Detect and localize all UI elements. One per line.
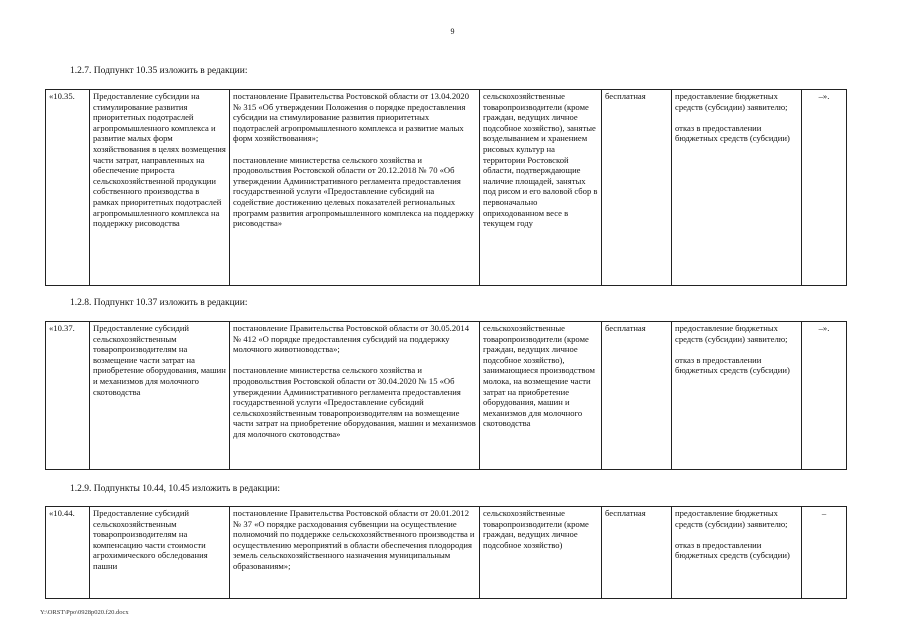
table-row [46,322,847,470]
table-row [46,90,847,286]
closing-mark-cell: – [802,507,847,599]
legal-basis-cell [230,322,480,470]
recipients-cell: сельскохозяйственные товаропроизводители (кроме граждан, ведущих личное подсобное хозяйство), занятые возделыванием и хранением рисовых культур на территории Ростовской области, подтверждающие наличие площадей, занятых под рисом и его валовой сбор в первоначально оприходованном весе в текущем году [480,90,602,286]
section-heading-1-2-7: 1.2.7. Подпункт 10.35 изложить в редакции: [70,66,248,76]
result-cell [672,322,802,470]
service-name-cell: Предоставление субсидий сельскохозяйственным товаропроизводителям на компенсацию части стоимости агрохимического обследования пашни [90,507,230,599]
result-text: отказ в предоставлении бюджетных средств (субсидии) [675,539,790,561]
result-text: отказ в предоставлении бюджетных средств (субсидии) [675,354,790,376]
result-cell [672,90,802,286]
closing-mark-cell: –». [802,90,847,286]
amendment-table-10-35 [45,89,847,286]
legal-basis-text: постановление Правительства Ростовской области от 13.04.2020 № 315 «Об утверждении Положения о порядке предоставления субсидии на стимулирование развития приоритетных подотраслей агропромышленного комплекса и развитие малых форм хозяйствования»; [233,91,470,144]
service-name-cell: Предоставление субсидии на стимулирование развития приоритетных подотраслей агропромышленного комплекса и развитие малых форм хозяйствования в целях возмещения части затрат, направленных на обеспечение прироста сельскохозяйственной продукции собственного производства в рамках приоритетных подотраслей агропромышленного комплекса на поддержку рисоводства [90,90,230,286]
result-text: предоставление бюджетных средств (субсидии) заявителю; [675,508,788,529]
table-row [46,507,847,599]
cost-cell: бесплатная [602,507,672,599]
closing-mark-cell: –». [802,322,847,470]
legal-basis-cell [230,507,480,599]
cost-cell: бесплатная [602,322,672,470]
service-name-cell: Предоставление субсидий сельскохозяйственным товаропроизводителям на возмещение части затрат на приобретение оборудования, машин и механизмов для молочного скотоводства [90,322,230,470]
file-path-footer: Y:\ORST\Ppo\0928p020.f20.docx [40,609,129,616]
item-number-cell: «10.44. [46,507,90,599]
item-number-cell: «10.37. [46,322,90,470]
recipients-cell: сельскохозяйственные товаропроизводители (кроме граждан, ведущих личное подсобное хозяйство), занимающиеся производством молока, на возмещение части затрат на приобретение оборудования, машин и механизмов для молочного скотоводства [480,322,602,470]
section-heading-1-2-8: 1.2.8. Подпункт 10.37 изложить в редакции: [70,298,248,308]
result-cell [672,507,802,599]
section-heading-1-2-9: 1.2.9. Подпункты 10.44, 10.45 изложить в редакции: [70,484,280,494]
amendment-table-10-44 [45,506,847,599]
result-text: отказ в предоставлении бюджетных средств (субсидии) [675,122,790,144]
result-text: предоставление бюджетных средств (субсидии) заявителю; [675,91,788,112]
item-number-cell: «10.35. [46,90,90,286]
legal-basis-text: постановление Правительства Ростовской области от 20.01.2012 № 37 «О порядке расходования субвенции на осуществление полномочий по поддержке сельскохозяйственного производства и осуществлению мероприятий в области обеспечения плодородия земель сельскохозяйственного назначения муниципальным образованиям»; [233,508,475,571]
legal-basis-text: постановление министерства сельского хозяйства и продовольствия Ростовской области от 20.12.2018 № 70 «Об утверждении Административного регламента предоставления государственной услуги «Предоставление субсидий на содействие достижению целевых показателей региональных программ развития агропромышленного комплекса на поддержку рисоводства» [233,154,474,229]
recipients-cell: сельскохозяйственные товаропроизводители (кроме граждан, ведущих личное подсобное хозяйство) [480,507,602,599]
legal-basis-text: постановление министерства сельского хозяйства и продовольствия Ростовской области от 30.04.2020 № 15 «Об утверждении Административного регламента предоставления государственной услуги «Предоставление субсидий сельскохозяйственным товаропроизводителям на возмещение части затрат на приобретение оборудования, машин и механизмов для молочного скотоводства» [233,365,476,439]
legal-basis-cell [230,90,480,286]
page-number: 9 [450,27,455,36]
amendment-table-10-37 [45,321,847,470]
result-text: предоставление бюджетных средств (субсидии) заявителю; [675,323,788,344]
legal-basis-text: постановление Правительства Ростовской области от 30.05.2014 № 412 «О порядке предоставления субсидий на поддержку молочного животноводства»; [233,323,470,355]
cost-cell: бесплатная [602,90,672,286]
